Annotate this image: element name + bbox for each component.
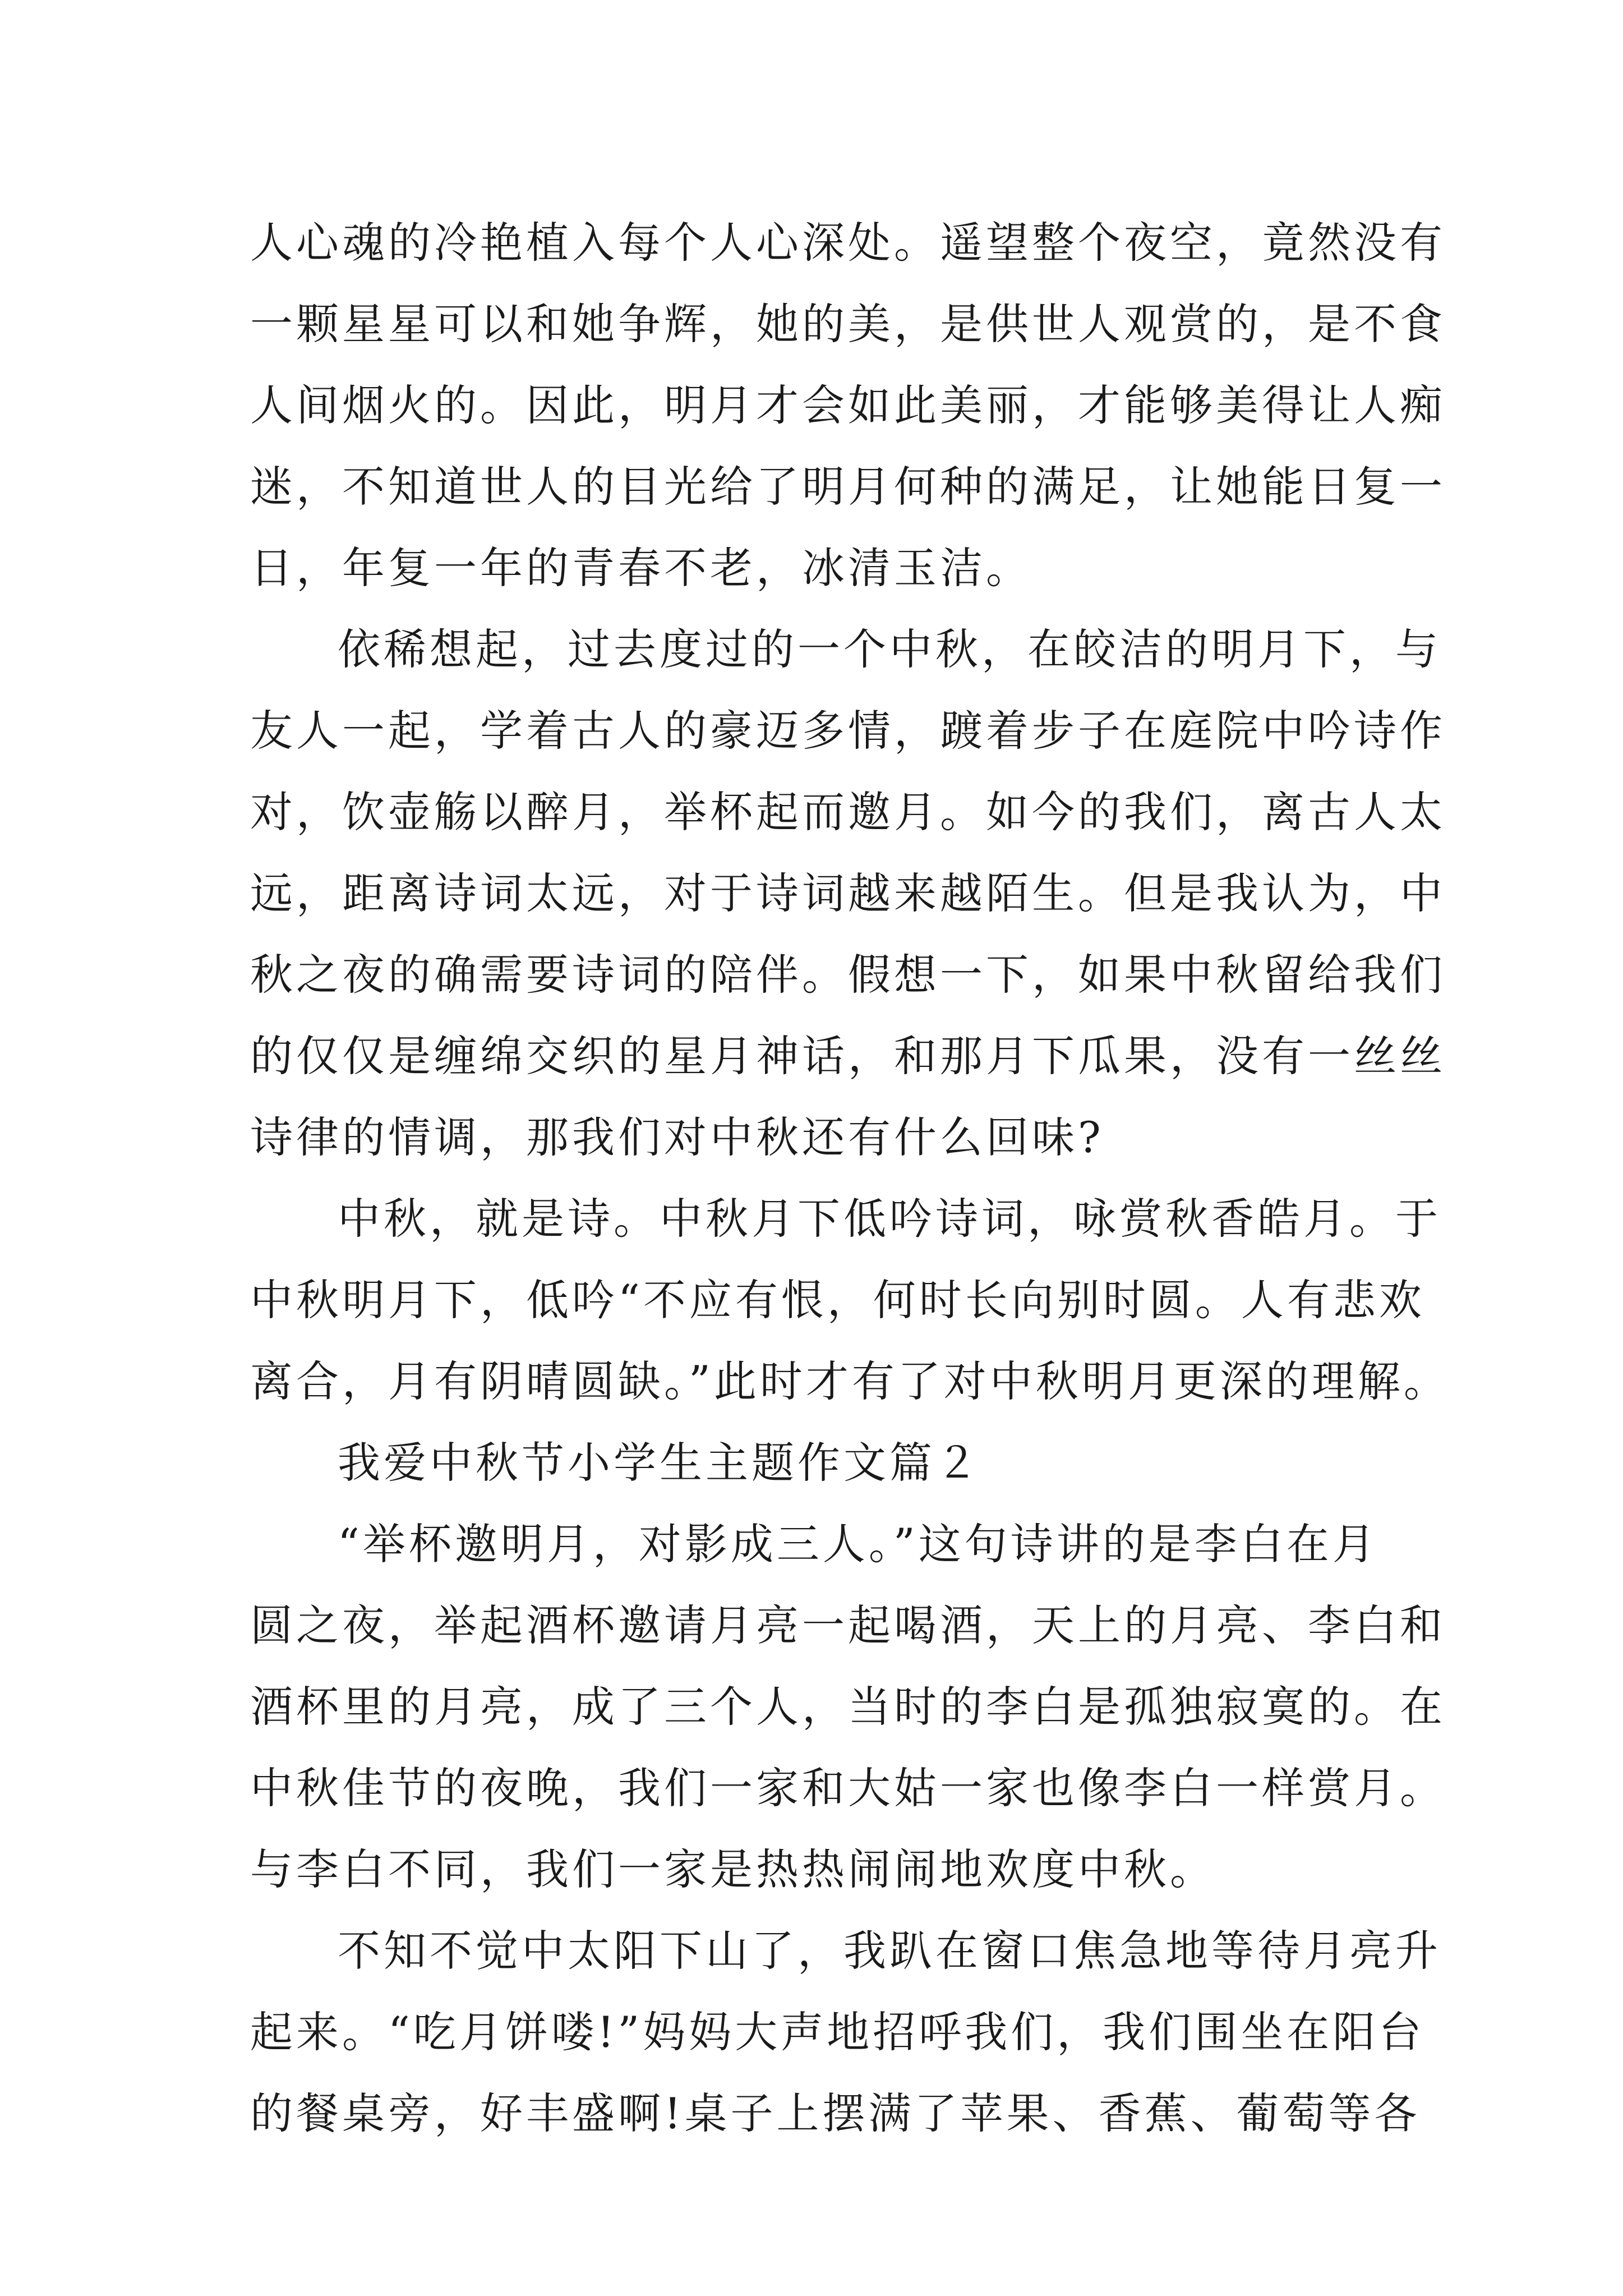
text-line: 人心魂的冷艳植入每个人心深处。遥望整个夜空，竟然没有 — [250, 218, 1446, 268]
text-line: 与李白不同，我们一家是热热闹闹地欢度中秋。 — [250, 1844, 1216, 1894]
text-line: 的仅仅是缠绵交织的星月神话，和那月下瓜果，没有一丝丝 — [250, 1031, 1446, 1081]
text-line: 圆之夜，举起酒杯邀请月亮一起喝酒，天上的月亮、李白和 — [250, 1600, 1446, 1650]
paragraph-first-line: “举杯邀明月，对影成三人。”这句诗讲的是李白在月 — [338, 1519, 1378, 1569]
essay-body — [250, 202, 1450, 2154]
paragraph-first-line: 依稀想起，过去度过的一个中秋，在皎洁的明月下，与 — [338, 624, 1441, 674]
paragraph-first-line: 不知不觉中太阳下山了，我趴在窗口焦急地等待月亮升 — [338, 1926, 1441, 1976]
text-line: 迷，不知道世人的目光给了明月何种的满足，让她能日复一 — [250, 462, 1446, 512]
text-line: 离合，月有阴晴圆缺。”此时才有了对中秋明月更深的理解。 — [250, 1356, 1450, 1406]
text-line: 酒杯里的月亮，成了三个人，当时的李白是孤独寂寞的。在 — [250, 1682, 1446, 1732]
text-line: 起来。“吃月饼喽!”妈妈大声地招呼我们，我们围坐在阳台 — [250, 2007, 1425, 2057]
text-line: 中秋明月下，低吟“不应有恨，何时长向别时圆。人有悲欢 — [250, 1275, 1425, 1325]
text-line: 中秋佳节的夜晚，我们一家和大姑一家也像李白一样赏月。 — [250, 1763, 1446, 1813]
text-line: 日，年复一年的青春不老，冰清玉洁。 — [250, 543, 1032, 593]
text-line: 的餐桌旁，好丰盛啊!桌子上摆满了苹果、香蕉、葡萄等各 — [250, 2088, 1421, 2138]
text-line: 诗律的情调，那我们对中秋还有什么回味? — [250, 1112, 1104, 1162]
text-line: 友人一起，学着古人的豪迈多情，踱着步子在庭院中吟诗作 — [250, 706, 1446, 756]
text-line: 人间烟火的。因此，明月才会如此美丽，才能够美得让人痴 — [250, 380, 1446, 430]
paragraph-first-line: 中秋，就是诗。中秋月下低吟诗词，咏赏秋香皓月。于 — [338, 1194, 1441, 1244]
section-heading: 我爱中秋节小学生主题作文篇２ — [338, 1438, 981, 1488]
text-line: 秋之夜的确需要诗词的陪伴。假想一下，如果中秋留给我们 — [250, 950, 1446, 1000]
text-line: 一颗星星可以和她争辉，她的美，是供世人观赏的，是不食 — [250, 299, 1446, 349]
text-line: 对，饮壶觞以醉月，举杯起而邀月。如今的我们，离古人太 — [250, 787, 1446, 837]
text-line: 远，距离诗词太远，对于诗词越来越陌生。但是我认为，中 — [250, 868, 1446, 918]
